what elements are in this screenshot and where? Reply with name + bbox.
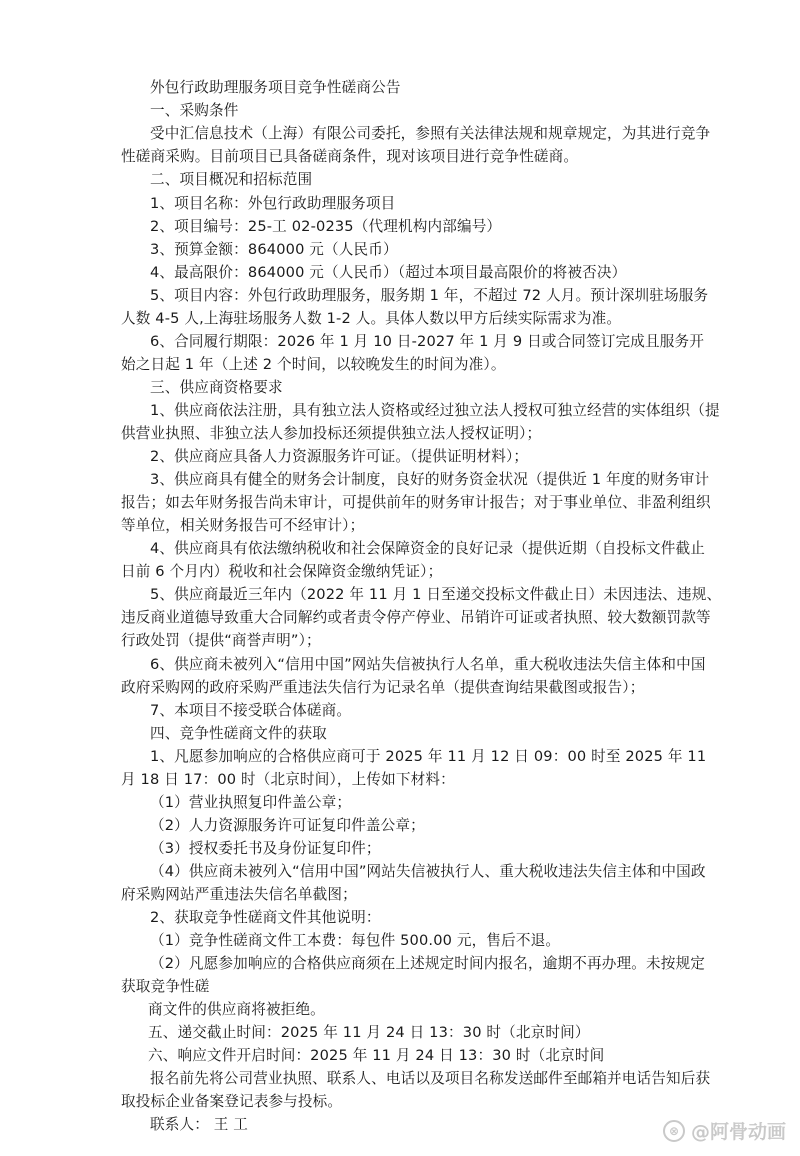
list-item: 7、本项目不接受联合体磋商。	[150, 702, 352, 719]
list-item: 1、供应商依法注册，具有独立法人资格或经过独立法人授权可独立经营的实体组织（提	[150, 402, 720, 419]
list-item: 3、预算金额：864000 元（人民币）	[150, 241, 398, 258]
contact-person: 联系人： 王 工	[150, 1116, 249, 1133]
list-item: 2、供应商应具备人力资源服务许可证。（提供证明材料）；	[150, 448, 529, 465]
list-item: 5、供应商最近三年内（2022 年 11 月 1 日至递交投标文件截止日）未因违法、违规、	[150, 586, 722, 603]
list-item-continuation: 日前 6 个月内）税收和社会保障资金缴纳凭证）；	[121, 563, 443, 580]
watermark	[663, 1117, 786, 1144]
section-heading: 二、项目概况和招标范围	[150, 171, 313, 188]
sub-list-item: （4）供应商未被列入“信用中国”网站失信被执行人、重大税收违法失信主体和中国政	[150, 863, 706, 880]
list-item-continuation: 月 18 日 17：00 时（北京时间），上传如下材料：	[121, 771, 455, 788]
list-item: 4、最高限价：864000 元（人民币）（超过本项目最高限价的将被否决）	[150, 264, 627, 281]
list-item-continuation: 等单位，相关财务报告可不经审计）；	[121, 517, 365, 534]
list-item: 5、项目内容：外包行政助理服务，服务期 1 年，不超过 72 人月。预计深圳驻场服务	[150, 287, 709, 304]
note-line: 报名前先将公司营业执照、联系人、电话以及项目名称发送邮件至邮箱并电话告知后获	[150, 1070, 711, 1087]
list-item: 6、供应商未被列入“信用中国”网站失信被执行人名单，重大税收违法失信主体和中国	[150, 656, 706, 673]
list-item: 1、凡愿参加响应的合格供应商可于 2025 年 11 月 12 日 09：00 时至 2025 年 11	[150, 748, 707, 765]
note-line: 取投标企业备案登记表参与投标。	[121, 1093, 343, 1110]
list-item: 2、获取竞争性磋商文件其他说明：	[150, 909, 381, 926]
list-item: 2、项目编号：25-工 02-0235（代理机构内部编号）	[150, 218, 502, 235]
list-item-continuation: 始之日起 1 年（上述 2 个时间，以较晚发生的时间为准）。	[121, 356, 506, 373]
sub-list-item: （2）凡愿参加响应的合格供应商须在上述规定时间内报名，逾期不再办理。未按规定	[150, 955, 705, 972]
list-item-continuation: 报告；如去年财务报告尚未审计，可提供前年的财务审计报告；对于事业单位、非盈利组织	[121, 494, 711, 511]
list-item-continuation: 政府采购网的政府采购严重违法失信行为记录名单（提供查询结果截图或报告）；	[121, 679, 645, 696]
list-item: 3、供应商具有健全的财务会计制度，良好的财务资金状况（提供近 1 年度的财务审计	[150, 471, 710, 488]
list-item: 6、合同履行期限：2026 年 1 月 10 日-2027 年 1 月 9 日或合同签订完成且服务开	[150, 333, 704, 350]
list-item-continuation: 人数 4-5 人,上海驻场服务人数 1-2 人。具体人数以甲方后续实际需求为准。	[121, 310, 622, 327]
section-heading: 一、采购条件	[150, 102, 239, 119]
sub-list-item: （3）授权委托书及身份证复印件；	[150, 840, 381, 857]
sub-list-item-continuation: 商文件的供应商将被拒绝。	[148, 1001, 325, 1018]
list-item: 1、项目名称：外包行政助理服务项目	[150, 195, 396, 212]
list-item-continuation: 供营业执照、非独立法人参加投标还须提供独立法人授权证明）；	[121, 425, 542, 442]
document-title: 外包行政助理服务项目竞争性磋商公告	[150, 79, 401, 96]
section-heading: 四、竞争性磋商文件的获取	[150, 725, 327, 742]
section-heading: 六、响应文件开启时间：2025 年 11 月 24 日 13：30 时（北京时间	[148, 1047, 605, 1064]
aliyun-logo-icon: ⊗	[663, 1120, 685, 1142]
sub-list-item: （2）人力资源服务许可证复印件盖公章；	[150, 817, 425, 834]
sub-list-item: （1）营业执照复印件盖公章；	[150, 794, 352, 811]
section-heading: 五、递交截止时间：2025 年 11 月 24 日 13：30 时（北京时间）	[148, 1024, 590, 1041]
list-item-continuation: 违反商业道德导致重大合同解约或者责令停产停业、吊销许可证或者执照、较大数额罚款等	[121, 609, 711, 626]
list-item-continuation: 行政处罚（提供“商誉声明”）；	[121, 632, 321, 649]
paragraph-line: 受中汇信息技术（上海）有限公司委托，参照有关法律法规和规章规定，为其进行竞争	[150, 125, 711, 142]
sub-list-item-continuation: 府采购网站严重违法失信名单截图；	[121, 886, 357, 903]
paragraph-line: 性磋商采购。目前项目已具备磋商条件，现对该项目进行竞争性磋商。	[121, 148, 579, 165]
watermark-text: @阿骨动画	[690, 1121, 786, 1143]
sub-list-item: （1）竞争性磋商文件工本费：每包件 500.00 元，售后不退。	[150, 932, 561, 949]
section-heading: 三、供应商资格要求	[150, 379, 283, 396]
sub-list-item-continuation: 获取竞争性磋	[121, 978, 210, 995]
list-item: 4、供应商具有依法缴纳税收和社会保障资金的良好记录（提供近期（自投标文件截止	[150, 540, 705, 557]
